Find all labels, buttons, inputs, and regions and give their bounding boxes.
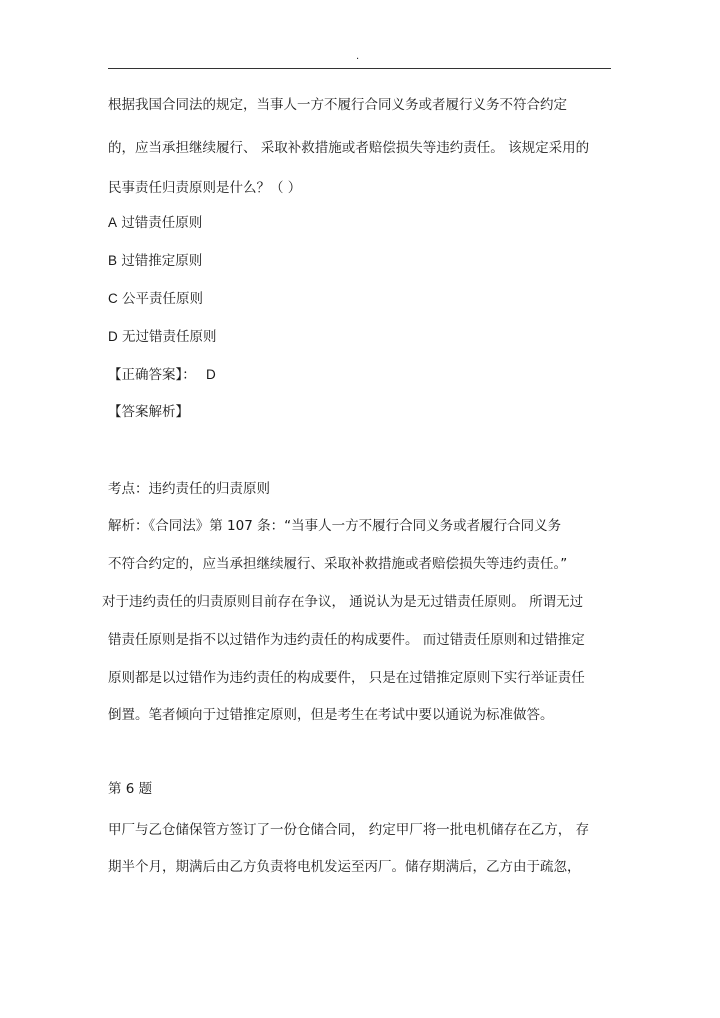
option-c-text: 公平责任原则 [122, 291, 204, 307]
analysis-line-4: 错责任原则是指不以过错作为违约责任的构成要件。 而过错责任原则和过错推定 [108, 632, 585, 648]
correct-answer-label: 【正确答案】： [108, 367, 196, 383]
question-6-line-2: 期半个月，期满后由乙方负责将电机发运至丙厂。储存期满后，乙方由于疏忽， [108, 859, 581, 875]
question-6-title: 第 6 题 [108, 781, 153, 797]
option-a [108, 214, 202, 232]
analysis-line-5: 原则都是以过错作为违约责任的构成要件， 只是在过错推定原则下实行举证责任 [108, 670, 585, 686]
option-a-text: 过错责任原则 [121, 215, 203, 231]
question-line-1: 根据我国合同法的规定，当事人一方不履行合同义务或者履行义务不符合约定 [108, 97, 567, 113]
question-line-3: 民事责任归责原则是什么？（ ） [108, 180, 302, 196]
option-a-letter: A [108, 215, 118, 230]
header-mark: . [356, 51, 360, 62]
option-d-text: 无过错责任原则 [122, 329, 217, 345]
analysis-topic: 考点：违约责任的归责原则 [108, 481, 270, 497]
analysis-line-3: 对于违约责任的归责原则目前存在争议， 通说认为是无过错责任原则。 所谓无过 [102, 594, 584, 610]
correct-answer-value: D [206, 367, 216, 382]
option-b [108, 252, 202, 270]
analysis-line-2: 不符合约定的，应当承担继续履行、采取补救措施或者赔偿损失等违约责任。” [108, 556, 568, 572]
question-6-line-1: 甲厂与乙仓储保管方签订了一份仓储合同， 约定甲厂将一批电机储存在乙方， 存 [108, 822, 590, 838]
option-c [108, 290, 203, 308]
option-b-letter: B [108, 253, 118, 268]
option-d-letter: D [108, 329, 118, 344]
option-b-text: 过错推定原则 [121, 253, 203, 269]
option-d [108, 328, 217, 346]
header-rule [108, 68, 611, 69]
analysis-label: 【答案解析】 [108, 404, 189, 420]
question-line-2: 的，应当承担继续履行、 采取补救措施或者赔偿损失等违约责任。 该规定采用的 [108, 140, 590, 156]
option-c-letter: C [108, 291, 118, 306]
correct-answer [108, 366, 216, 384]
analysis-line-1: 解析：《合同法》第 107 条：“当事人一方不履行合同义务或者履行合同义务 [108, 518, 562, 534]
analysis-line-6: 倒置。笔者倾向于过错推定原则，但是考生在考试中要以通说为标准做答。 [108, 707, 554, 723]
